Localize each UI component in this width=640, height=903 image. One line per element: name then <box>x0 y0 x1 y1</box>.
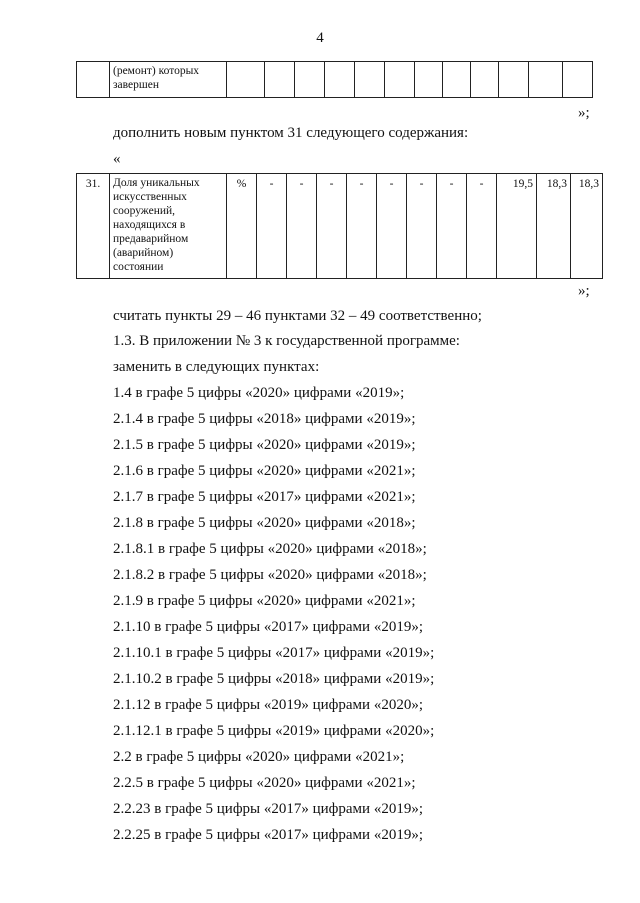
table-continuation <box>76 61 593 98</box>
text-line: 2.2.25 в графе 5 цифры «2017» цифрами «2019»; <box>113 827 423 843</box>
text-line: 2.2.23 в графе 5 цифры «2017» цифрами «2019»; <box>113 801 423 817</box>
text-line: заменить в следующих пунктах: <box>113 359 320 375</box>
table-cell-dash: - <box>257 174 287 279</box>
table-cell-dash: - <box>287 174 317 279</box>
table-new-item <box>76 173 603 279</box>
table-cell-number: 31. <box>77 174 110 279</box>
text-line: 2.1.9 в графе 5 цифры «2020» цифрами «2021»; <box>113 593 416 609</box>
page-number: 4 <box>316 30 324 46</box>
table-cell-dash: - <box>377 174 407 279</box>
text-line: считать пункты 29 – 46 пунктами 32 – 49 соответственно; <box>113 308 482 324</box>
text-line: 2.1.10.1 в графе 5 цифры «2017» цифрами «2019»; <box>113 645 435 661</box>
table-cell <box>385 62 415 98</box>
text-line: 2.1.10 в графе 5 цифры «2017» цифрами «2019»; <box>113 619 423 635</box>
table-cell-description: Доля уникальных искусственных сооружений, находящихся в предаварийном (аварийном) состоянии <box>110 174 227 279</box>
table-cell-dash: - <box>467 174 497 279</box>
table-cell <box>529 62 563 98</box>
table-cell-unit: % <box>227 174 257 279</box>
table-cell <box>563 62 593 98</box>
table-cell <box>227 62 265 98</box>
text-line: 2.1.4 в графе 5 цифры «2018» цифрами «2019»; <box>113 411 416 427</box>
intro-line: дополнить новым пунктом 31 следующего содержания: <box>113 125 469 141</box>
table-cell-value: 18,3 <box>537 174 571 279</box>
text-line: 2.1.8.2 в графе 5 цифры «2020» цифрами «2018»; <box>113 567 427 583</box>
text-line: 1.3. В приложении № 3 к государственной программе: <box>113 333 460 349</box>
table-cell-dash: - <box>317 174 347 279</box>
table-cell <box>499 62 529 98</box>
table-cell <box>295 62 325 98</box>
text-line: 2.1.10.2 в графе 5 цифры «2018» цифрами «2019»; <box>113 671 435 687</box>
table-cell <box>471 62 499 98</box>
text-line: 2.1.8.1 в графе 5 цифры «2020» цифрами «2018»; <box>113 541 427 557</box>
table-row <box>77 174 603 279</box>
text-line: 2.1.7 в графе 5 цифры «2017» цифрами «2021»; <box>113 489 416 505</box>
table-cell <box>415 62 443 98</box>
table-cell-description: (ремонт) которых завершен <box>110 62 227 98</box>
text-line: 2.1.5 в графе 5 цифры «2020» цифрами «2019»; <box>113 437 416 453</box>
table-cell <box>265 62 295 98</box>
table-cell <box>325 62 355 98</box>
text-line: 1.4 в графе 5 цифры «2020» цифрами «2019»; <box>113 385 405 401</box>
table-cell <box>355 62 385 98</box>
table-cell-value: 18,3 <box>571 174 603 279</box>
text-line: 2.1.8 в графе 5 цифры «2020» цифрами «2018»; <box>113 515 416 531</box>
table-cell-dash: - <box>407 174 437 279</box>
text-line: 2.2.5 в графе 5 цифры «2020» цифрами «2021»; <box>113 775 416 791</box>
table-cell <box>77 62 110 98</box>
closing-quote: »; <box>578 283 590 299</box>
text-line: 2.1.6 в графе 5 цифры «2020» цифрами «2021»; <box>113 463 416 479</box>
table-cell-dash: - <box>437 174 467 279</box>
text-line: 2.1.12 в графе 5 цифры «2019» цифрами «2020»; <box>113 697 423 713</box>
open-quote: « <box>113 151 121 167</box>
table-cell <box>443 62 471 98</box>
table-row <box>77 62 593 98</box>
table-cell-dash: - <box>347 174 377 279</box>
text-line: 2.1.12.1 в графе 5 цифры «2019» цифрами «2020»; <box>113 723 435 739</box>
table-cell-value: 19,5 <box>497 174 537 279</box>
closing-quote: »; <box>578 105 590 121</box>
text-line: 2.2 в графе 5 цифры «2020» цифрами «2021»; <box>113 749 405 765</box>
